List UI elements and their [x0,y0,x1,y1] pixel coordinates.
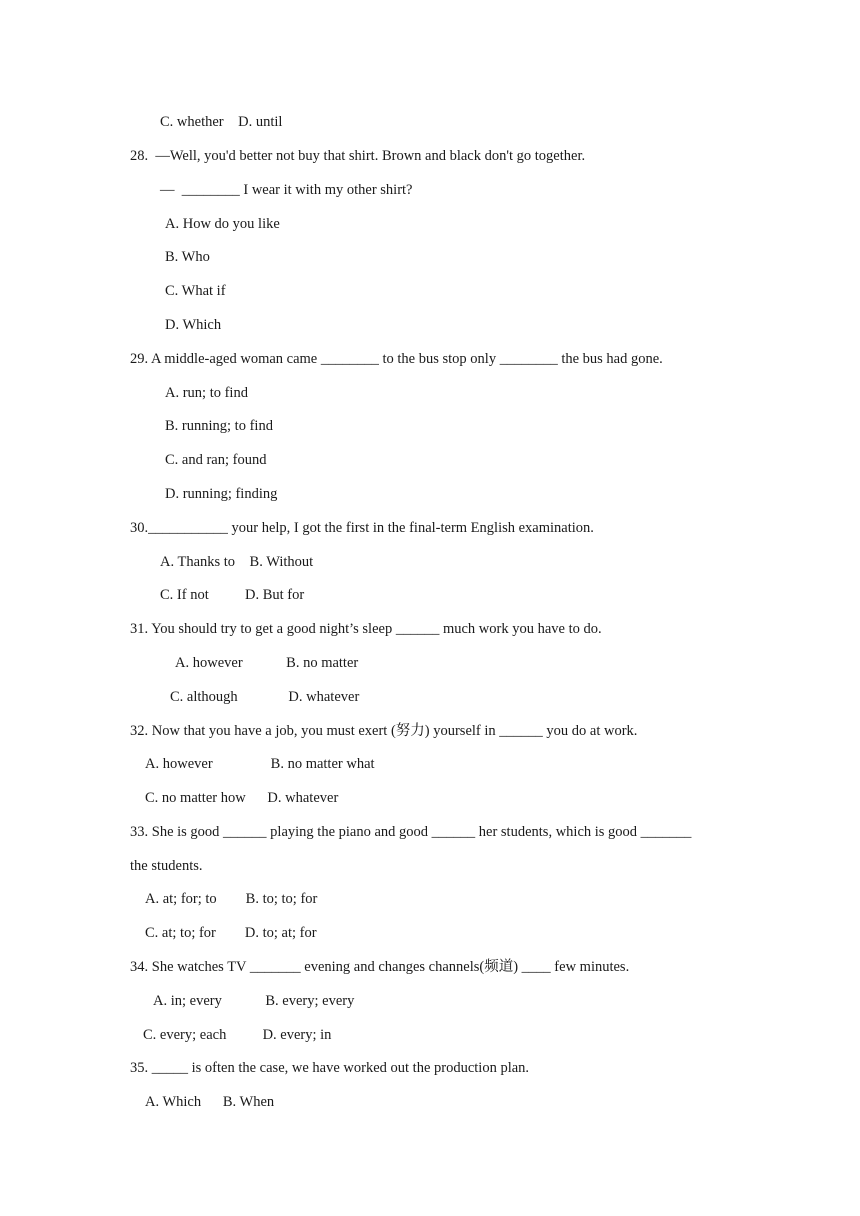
q33-stem: 33. She is good ______ playing the piano and good ______ her students, which is good _______ [130,824,692,840]
q34-options-ab: A. in; every B. every; every [153,993,355,1009]
q33-options-ab: A. at; for; to B. to; to; for [145,891,318,907]
q30-stem: 30.___________ your help, I got the first in the final-term English examination. [130,520,594,536]
q28-stem: 28. —Well, you'd better not buy that shirt. Brown and black don't go together. [130,148,586,164]
q28-reply: — ________ I wear it with my other shirt? [160,182,413,198]
q27-options-cd: C. whether D. until [160,114,283,130]
q32-options-cd: C. no matter how D. whatever [145,790,339,806]
q30-options-cd: C. If not D. But for [160,587,305,603]
q29-option-d: D. running; finding [165,486,278,502]
q33-stem-continued: the students. [130,858,203,874]
q32-stem: 32. Now that you have a job, you must exert (努力) yourself in ______ you do at work. [130,723,638,739]
q34-stem: 34. She watches TV _______ evening and changes channels(频道) ____ few minutes. [130,959,630,975]
q28-option-a: A. How do you like [165,216,280,232]
q31-stem: 31. You should try to get a good night’s sleep ______ much work you have to do. [130,621,602,637]
q31-options-ab: A. however B. no matter [175,655,359,671]
q35-stem: 35. _____ is often the case, we have worked out the production plan. [130,1060,530,1076]
q29-option-b: B. running; to find [165,418,273,434]
q30-options-ab: A. Thanks to B. Without [160,554,314,570]
q29-option-a: A. run; to find [165,385,248,401]
q35-options-ab: A. Which B. When [145,1094,275,1110]
q32-options-ab: A. however B. no matter what [145,756,375,772]
q33-options-cd: C. at; to; for D. to; at; for [145,925,317,941]
q34-options-cd: C. every; each D. every; in [143,1027,332,1043]
q31-options-cd: C. although D. whatever [170,689,360,705]
q28-option-d: D. Which [165,317,222,333]
q28-option-c: C. What if [165,283,226,299]
q29-option-c: C. and ran; found [165,452,267,468]
q28-option-b: B. Who [165,249,210,265]
q29-stem: 29. A middle-aged woman came ________ to the bus stop only ________ the bus had gone. [130,351,663,367]
